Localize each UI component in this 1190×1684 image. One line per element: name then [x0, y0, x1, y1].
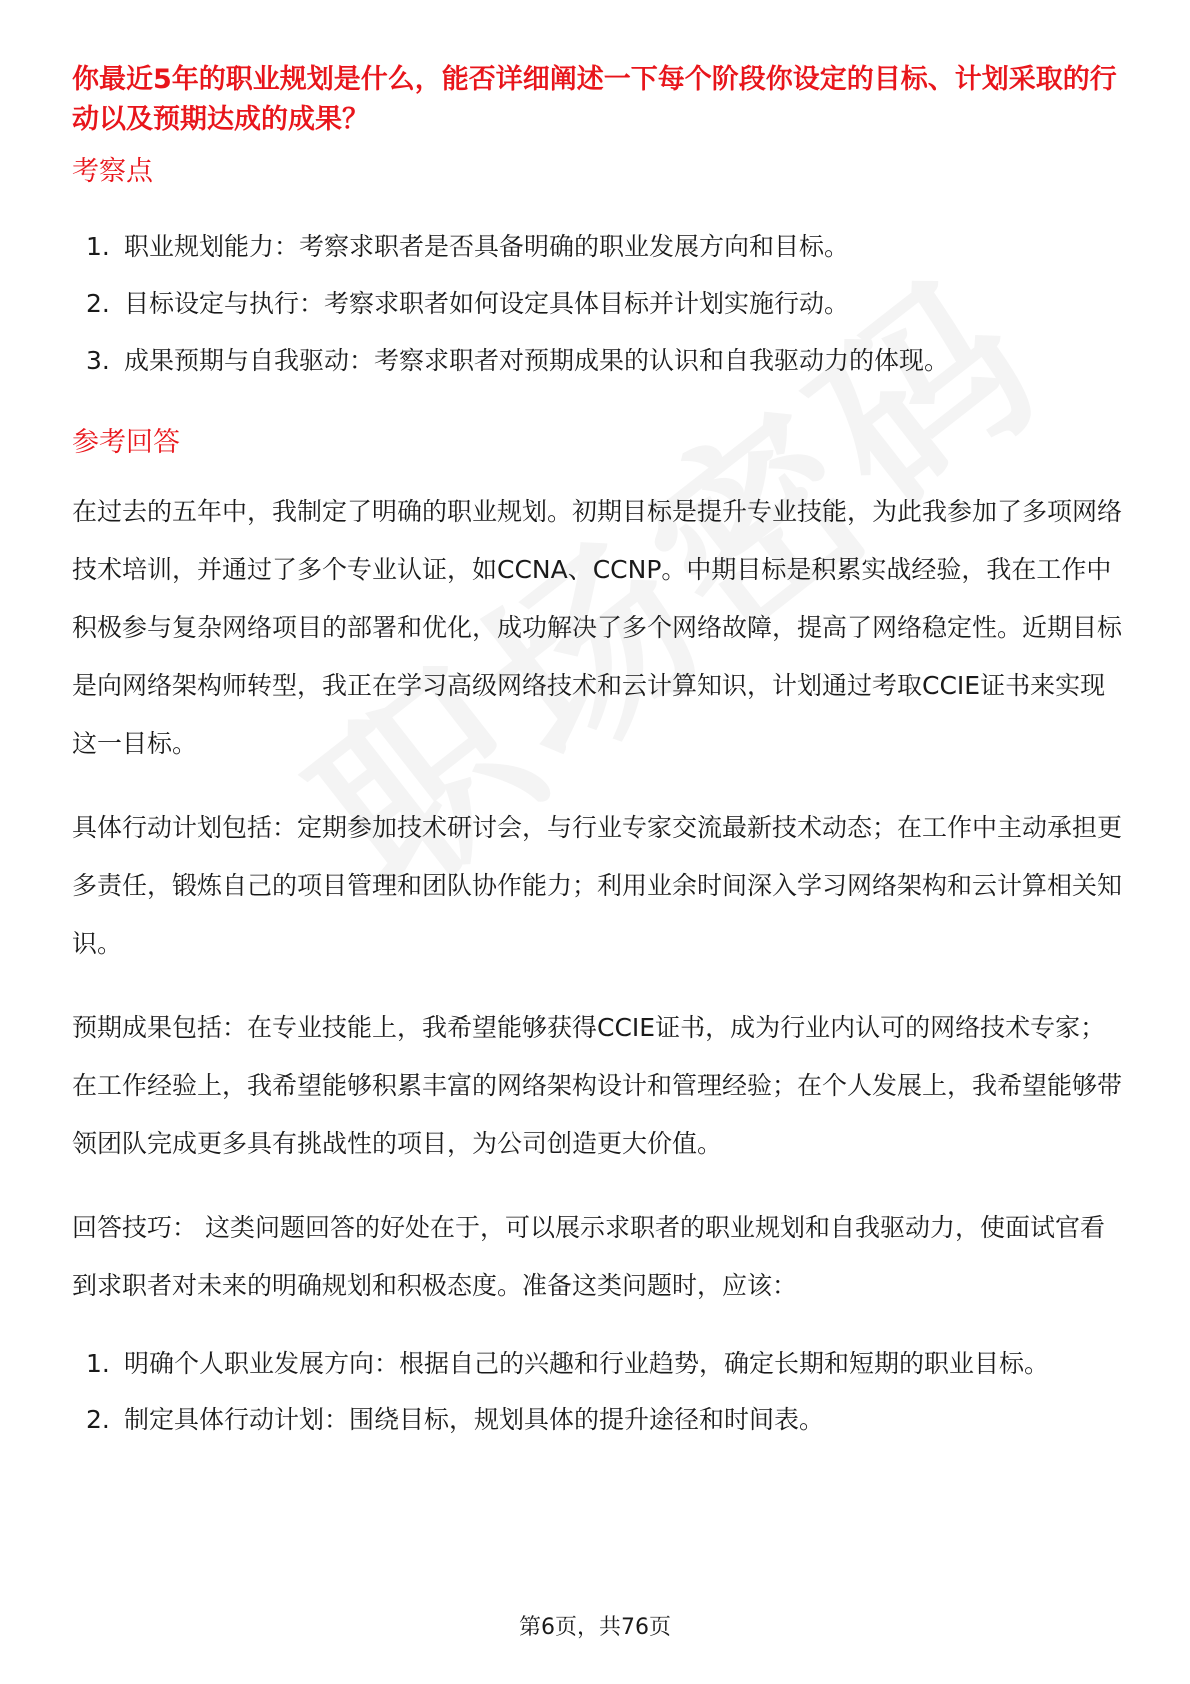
criteria-text: 目标设定与执行：考察求职者如何设定具体目标并计划实施行动。	[124, 289, 850, 318]
list-number: 1.	[86, 1349, 110, 1378]
tip-text: 制定具体行动计划：围绕目标，规划具体的提升途径和时间表。	[124, 1405, 825, 1434]
criteria-item	[72, 275, 1122, 332]
tip-item	[72, 1391, 1122, 1448]
list-number: 3.	[86, 346, 110, 375]
list-number: 2.	[86, 1405, 110, 1434]
criteria-item	[72, 218, 1122, 275]
tip-text: 明确个人职业发展方向：根据自己的兴趣和行业趋势，确定长期和短期的职业目标。	[124, 1349, 1050, 1378]
criteria-text: 职业规划能力：考察求职者是否具备明确的职业发展方向和目标。	[124, 232, 850, 261]
tips-list	[72, 1337, 1122, 1448]
page-content	[72, 60, 1122, 1448]
criteria-text: 成果预期与自我驱动：考察求职者对预期成果的认识和自我驱动力的体现。	[124, 346, 950, 375]
answer-heading: 参考回答	[72, 427, 180, 458]
list-number: 2.	[86, 289, 110, 318]
answer-paragraph: 预期成果包括：在专业技能上，我希望能够获得CCIE证书，成为行业内认可的网络技术专家；在工作经验上，我希望能够积累丰富的网络架构设计和管理经验；在个人发展上，我希望能够带领团队完成更多具有挑战性的项目，为公司创造更大价值。	[72, 1013, 1123, 1158]
list-number: 1.	[86, 232, 110, 261]
answer-paragraph: 具体行动计划包括：定期参加技术研讨会，与行业专家交流最新技术动态；在工作中主动承担更多责任，锻炼自己的项目管理和团队协作能力；利用业余时间深入学习网络架构和云计算相关知识。	[72, 813, 1123, 958]
question-title: 你最近5年的职业规划是什么，能否详细阐述一下每个阶段你设定的目标、计划采取的行动以及预期达成的成果？	[72, 64, 1117, 135]
tip-item	[72, 1337, 1122, 1391]
page-footer: 第6页，共76页	[519, 1615, 671, 1640]
criteria-item	[72, 332, 1122, 389]
criteria-heading: 考察点	[72, 156, 153, 187]
criteria-list	[72, 218, 1122, 389]
answer-paragraph: 在过去的五年中，我制定了明确的职业规划。初期目标是提升专业技能，为此我参加了多项网络技术培训，并通过了多个专业认证，如CCNA、CCNP。中期目标是积累实战经验，我在工作中积极参与复杂网络项目的部署和优化，成功解决了多个网络故障，提高了网络稳定性。近期目标是向网络架构师转型，我正在学习高级网络技术和云计算知识，计划通过考取CCIE证书来实现这一目标。	[72, 497, 1123, 758]
tips-intro-paragraph: 回答技巧： 这类问题回答的好处在于，可以展示求职者的职业规划和自我驱动力，使面试官看到求职者对未来的明确规划和积极态度。准备这类问题时，应该：	[72, 1213, 1105, 1300]
